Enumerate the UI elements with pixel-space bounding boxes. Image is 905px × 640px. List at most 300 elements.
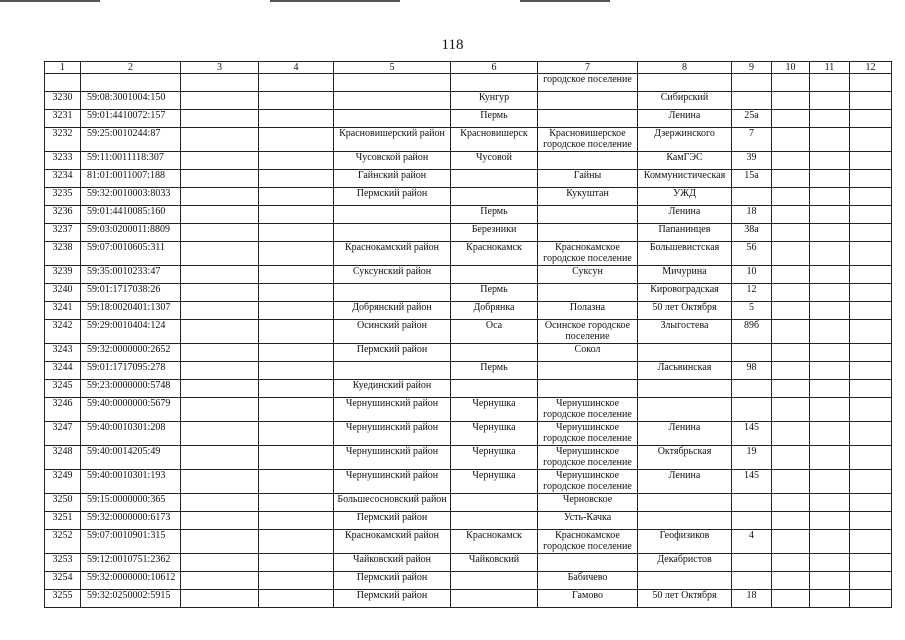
table-row <box>45 362 892 380</box>
col-3-cell <box>181 512 259 530</box>
city-cell <box>451 266 538 284</box>
column-header-6: 6 <box>451 62 538 74</box>
city-cell: Пермь <box>451 110 538 128</box>
district-cell: Пермский район <box>334 572 451 590</box>
row-number-cell: 3248 <box>45 446 81 470</box>
street-cell: Мичурина <box>638 266 732 284</box>
city-cell: Чернушка <box>451 398 538 422</box>
row-number-cell: 3232 <box>45 128 81 152</box>
col-4-cell <box>259 398 334 422</box>
col-11-cell <box>810 170 850 188</box>
col-11-cell <box>810 530 850 554</box>
row-number-cell: 3249 <box>45 470 81 494</box>
col-3-cell <box>181 128 259 152</box>
cadastral-number-cell: 59:32:0250002:5915 <box>81 590 181 608</box>
col-11-cell <box>810 344 850 362</box>
col-3-cell <box>181 446 259 470</box>
street-cell <box>638 494 732 512</box>
cadastral-number-cell: 59:40:0000000:5679 <box>81 398 181 422</box>
table-row <box>45 224 892 242</box>
page-number: 118 <box>441 37 464 53</box>
city-cell <box>451 74 538 92</box>
district-cell <box>334 206 451 224</box>
row-number-cell: 3236 <box>45 206 81 224</box>
table-row <box>45 188 892 206</box>
col-3-cell <box>181 554 259 572</box>
col-11-cell <box>810 362 850 380</box>
col-10-cell <box>772 470 810 494</box>
col-10-cell <box>772 572 810 590</box>
city-cell: Чайковский <box>451 554 538 572</box>
district-cell <box>334 224 451 242</box>
street-cell: Декабристов <box>638 554 732 572</box>
row-number-cell: 3253 <box>45 554 81 572</box>
col-4-cell <box>259 422 334 446</box>
row-number-cell: 3244 <box>45 362 81 380</box>
city-cell: Пермь <box>451 284 538 302</box>
col-12-cell <box>850 302 892 320</box>
col-4-cell <box>259 170 334 188</box>
house-cell: 56 <box>732 242 772 266</box>
city-cell <box>451 494 538 512</box>
col-10-cell <box>772 152 810 170</box>
house-cell: 12 <box>732 284 772 302</box>
city-cell: Оса <box>451 320 538 344</box>
col-12-cell <box>850 128 892 152</box>
col-4-cell <box>259 470 334 494</box>
col-10-cell <box>772 422 810 446</box>
table-row <box>45 398 892 422</box>
district-cell <box>334 362 451 380</box>
house-cell: 7 <box>732 128 772 152</box>
table-body <box>45 74 892 608</box>
district-cell: Красновишерский район <box>334 128 451 152</box>
col-10-cell <box>772 494 810 512</box>
city-cell: Чусовой <box>451 152 538 170</box>
street-cell: Ленина <box>638 110 732 128</box>
table-row <box>45 344 892 362</box>
district-cell: Осинский район <box>334 320 451 344</box>
street-cell: Ласьвинская <box>638 362 732 380</box>
column-header-11: 11 <box>810 62 850 74</box>
cadastral-number-cell: 59:01:1717038:26 <box>81 284 181 302</box>
street-cell <box>638 344 732 362</box>
row-number-cell: 3235 <box>45 188 81 206</box>
house-cell <box>732 512 772 530</box>
district-cell <box>334 92 451 110</box>
cadastral-number-cell: 59:32:0000000:2652 <box>81 344 181 362</box>
col-4-cell <box>259 110 334 128</box>
city-cell <box>451 572 538 590</box>
cadastral-number-cell: 59:25:0010244:87 <box>81 128 181 152</box>
settlement-cell: Чернушинское городское поселение <box>538 422 638 446</box>
district-cell <box>334 110 451 128</box>
table-row <box>45 422 892 446</box>
row-number-cell: 3241 <box>45 302 81 320</box>
cadastral-number-cell: 81:01:0011007:188 <box>81 170 181 188</box>
district-cell: Пермский район <box>334 512 451 530</box>
row-number-cell: 3238 <box>45 242 81 266</box>
settlement-cell: Чернушинское городское поселение <box>538 470 638 494</box>
col-12-cell <box>850 170 892 188</box>
col-11-cell <box>810 110 850 128</box>
district-cell <box>334 74 451 92</box>
settlement-cell: Краснокамское городское поселение <box>538 242 638 266</box>
settlement-cell: Усть-Качка <box>538 512 638 530</box>
row-number-cell: 3230 <box>45 92 81 110</box>
settlement-cell: городское поселение <box>538 74 638 92</box>
house-cell <box>732 74 772 92</box>
col-3-cell <box>181 422 259 446</box>
cadastral-number-cell: 59:01:4410072:157 <box>81 110 181 128</box>
col-3-cell <box>181 380 259 398</box>
settlement-cell: Суксун <box>538 266 638 284</box>
settlement-cell <box>538 152 638 170</box>
col-4-cell <box>259 128 334 152</box>
street-cell: Злыгостева <box>638 320 732 344</box>
cadastral-number-cell: 59:03:0200011:8809 <box>81 224 181 242</box>
cadastral-number-cell: 59:15:0000000:365 <box>81 494 181 512</box>
col-12-cell <box>850 590 892 608</box>
col-4-cell <box>259 572 334 590</box>
col-11-cell <box>810 284 850 302</box>
house-cell: 39 <box>732 152 772 170</box>
table-row <box>45 470 892 494</box>
col-12-cell <box>850 110 892 128</box>
col-10-cell <box>772 446 810 470</box>
house-cell <box>732 494 772 512</box>
col-3-cell <box>181 188 259 206</box>
col-10-cell <box>772 128 810 152</box>
house-cell: 5 <box>732 302 772 320</box>
city-cell: Краснокамск <box>451 242 538 266</box>
house-cell <box>732 380 772 398</box>
col-12-cell <box>850 242 892 266</box>
row-number-cell: 3250 <box>45 494 81 512</box>
col-3-cell <box>181 344 259 362</box>
col-3-cell <box>181 224 259 242</box>
col-3-cell <box>181 92 259 110</box>
col-12-cell <box>850 284 892 302</box>
city-cell <box>451 344 538 362</box>
district-cell: Чусовской район <box>334 152 451 170</box>
col-10-cell <box>772 74 810 92</box>
col-10-cell <box>772 398 810 422</box>
col-4-cell <box>259 554 334 572</box>
column-header-8: 8 <box>638 62 732 74</box>
col-12-cell <box>850 266 892 284</box>
street-cell: УЖД <box>638 188 732 206</box>
row-number-cell: 3251 <box>45 512 81 530</box>
col-4-cell <box>259 266 334 284</box>
street-cell: 50 лет Октября <box>638 590 732 608</box>
street-cell: Кировоградская <box>638 284 732 302</box>
district-cell: Краснокамский район <box>334 242 451 266</box>
row-number-cell: 3246 <box>45 398 81 422</box>
district-cell <box>334 284 451 302</box>
settlement-cell: Осинское городское поселение <box>538 320 638 344</box>
col-10-cell <box>772 224 810 242</box>
street-cell: Папанинцев <box>638 224 732 242</box>
cadastral-number-cell: 59:08:3001004:150 <box>81 92 181 110</box>
table-row <box>45 92 892 110</box>
city-cell <box>451 170 538 188</box>
row-number-cell: 3255 <box>45 590 81 608</box>
col-12-cell <box>850 380 892 398</box>
table-row <box>45 242 892 266</box>
col-4-cell <box>259 152 334 170</box>
table-row <box>45 512 892 530</box>
house-cell: 18 <box>732 590 772 608</box>
col-3-cell <box>181 470 259 494</box>
cadastral-number-cell: 59:35:0010233:47 <box>81 266 181 284</box>
col-10-cell <box>772 302 810 320</box>
col-4-cell <box>259 206 334 224</box>
district-cell: Суксунский район <box>334 266 451 284</box>
street-cell: Ленина <box>638 206 732 224</box>
col-4-cell <box>259 494 334 512</box>
city-cell: Краснокамск <box>451 530 538 554</box>
street-cell: Ленина <box>638 470 732 494</box>
house-cell <box>732 344 772 362</box>
row-number-cell: 3254 <box>45 572 81 590</box>
col-11-cell <box>810 152 850 170</box>
street-cell <box>638 512 732 530</box>
col-12-cell <box>850 344 892 362</box>
col-4-cell <box>259 512 334 530</box>
table-row <box>45 590 892 608</box>
street-cell <box>638 74 732 92</box>
row-number-cell: 3239 <box>45 266 81 284</box>
col-11-cell <box>810 206 850 224</box>
col-11-cell <box>810 266 850 284</box>
col-3-cell <box>181 530 259 554</box>
row-number-cell: 3233 <box>45 152 81 170</box>
settlement-cell: Чернушинское городское поселение <box>538 398 638 422</box>
street-cell: Сибирский <box>638 92 732 110</box>
table-row <box>45 284 892 302</box>
col-10-cell <box>772 242 810 266</box>
settlement-cell: Сокол <box>538 344 638 362</box>
cadastral-number-cell: 59:18:0020401:1307 <box>81 302 181 320</box>
district-cell: Большесосновский район <box>334 494 451 512</box>
row-number-cell: 3237 <box>45 224 81 242</box>
street-cell <box>638 572 732 590</box>
table-row <box>45 572 892 590</box>
table-row <box>45 530 892 554</box>
settlement-cell: Чернушинское городское поселение <box>538 446 638 470</box>
col-12-cell <box>850 572 892 590</box>
settlement-cell: Красновишерское городское поселение <box>538 128 638 152</box>
column-header-5: 5 <box>334 62 451 74</box>
col-4-cell <box>259 530 334 554</box>
column-header-3: 3 <box>181 62 259 74</box>
col-10-cell <box>772 590 810 608</box>
cadastral-number-cell: 59:07:0010605:311 <box>81 242 181 266</box>
street-cell: Коммунистическая <box>638 170 732 188</box>
table-row <box>45 266 892 284</box>
house-cell: 145 <box>732 470 772 494</box>
settlement-cell: Краснокамское городское поселение <box>538 530 638 554</box>
district-cell: Пермский район <box>334 188 451 206</box>
district-cell: Краснокамский район <box>334 530 451 554</box>
cadastral-number-cell: 59:29:0010404:124 <box>81 320 181 344</box>
col-10-cell <box>772 266 810 284</box>
row-number-cell: 3252 <box>45 530 81 554</box>
col-11-cell <box>810 572 850 590</box>
col-10-cell <box>772 344 810 362</box>
row-number-cell: 3247 <box>45 422 81 446</box>
city-cell: Чернушка <box>451 422 538 446</box>
col-3-cell <box>181 170 259 188</box>
col-11-cell <box>810 554 850 572</box>
col-4-cell <box>259 284 334 302</box>
house-cell: 89б <box>732 320 772 344</box>
col-4-cell <box>259 302 334 320</box>
district-cell: Гайнский район <box>334 170 451 188</box>
col-10-cell <box>772 110 810 128</box>
street-cell <box>638 398 732 422</box>
house-cell: 15а <box>732 170 772 188</box>
col-12-cell <box>850 446 892 470</box>
house-cell: 4 <box>732 530 772 554</box>
column-header-2: 2 <box>81 62 181 74</box>
col-12-cell <box>850 74 892 92</box>
city-cell: Чернушка <box>451 446 538 470</box>
house-cell: 145 <box>732 422 772 446</box>
district-cell: Чернушинский район <box>334 470 451 494</box>
col-11-cell <box>810 320 850 344</box>
settlement-cell <box>538 284 638 302</box>
table-row <box>45 380 892 398</box>
row-number-cell <box>45 74 81 92</box>
col-12-cell <box>850 422 892 446</box>
col-4-cell <box>259 224 334 242</box>
district-cell: Пермский район <box>334 590 451 608</box>
house-cell <box>732 92 772 110</box>
col-11-cell <box>810 380 850 398</box>
col-3-cell <box>181 284 259 302</box>
street-cell: Дзержинского <box>638 128 732 152</box>
house-cell: 98 <box>732 362 772 380</box>
street-cell: КамГЭС <box>638 152 732 170</box>
col-3-cell <box>181 110 259 128</box>
settlement-cell <box>538 206 638 224</box>
top-rule-right <box>520 0 610 2</box>
col-11-cell <box>810 242 850 266</box>
col-12-cell <box>850 512 892 530</box>
cadastral-number-cell: 59:32:0000000:10612 <box>81 572 181 590</box>
house-cell: 19 <box>732 446 772 470</box>
house-cell <box>732 188 772 206</box>
city-cell <box>451 590 538 608</box>
table-row <box>45 74 892 92</box>
street-cell: Ленина <box>638 422 732 446</box>
cadastral-number-cell: 59:23:0000000:5748 <box>81 380 181 398</box>
city-cell: Пермь <box>451 206 538 224</box>
city-cell <box>451 188 538 206</box>
col-3-cell <box>181 266 259 284</box>
row-number-cell: 3245 <box>45 380 81 398</box>
col-10-cell <box>772 320 810 344</box>
col-11-cell <box>810 128 850 152</box>
col-11-cell <box>810 446 850 470</box>
top-rule-left <box>0 0 100 2</box>
district-cell: Пермский район <box>334 344 451 362</box>
street-cell <box>638 380 732 398</box>
col-4-cell <box>259 380 334 398</box>
row-number-cell: 3242 <box>45 320 81 344</box>
col-4-cell <box>259 92 334 110</box>
house-cell: 18 <box>732 206 772 224</box>
street-cell: Большевистская <box>638 242 732 266</box>
column-header-4: 4 <box>259 62 334 74</box>
house-cell: 38а <box>732 224 772 242</box>
district-cell: Чернушинский район <box>334 446 451 470</box>
col-10-cell <box>772 362 810 380</box>
column-header-9: 9 <box>732 62 772 74</box>
settlement-cell: Гамово <box>538 590 638 608</box>
cadastral-number-cell: 59:32:0000000:6173 <box>81 512 181 530</box>
settlement-cell: Полазна <box>538 302 638 320</box>
col-3-cell <box>181 152 259 170</box>
district-cell: Добрянский район <box>334 302 451 320</box>
col-10-cell <box>772 512 810 530</box>
cadastral-number-cell: 59:40:0010301:208 <box>81 422 181 446</box>
col-3-cell <box>181 302 259 320</box>
settlement-cell <box>538 362 638 380</box>
col-4-cell <box>259 446 334 470</box>
settlement-cell <box>538 554 638 572</box>
settlement-cell <box>538 92 638 110</box>
settlement-cell <box>538 224 638 242</box>
col-12-cell <box>850 224 892 242</box>
col-12-cell <box>850 92 892 110</box>
district-cell: Куединский район <box>334 380 451 398</box>
table-row <box>45 128 892 152</box>
col-10-cell <box>772 554 810 572</box>
city-cell <box>451 512 538 530</box>
table-row <box>45 494 892 512</box>
col-10-cell <box>772 380 810 398</box>
cadastral-number-cell <box>81 74 181 92</box>
header-row <box>45 62 892 74</box>
column-header-1: 1 <box>45 62 81 74</box>
district-cell: Чайковский район <box>334 554 451 572</box>
col-12-cell <box>850 362 892 380</box>
cadastral-number-cell: 59:11:0011118:307 <box>81 152 181 170</box>
row-number-cell: 3234 <box>45 170 81 188</box>
col-3-cell <box>181 320 259 344</box>
col-11-cell <box>810 74 850 92</box>
col-10-cell <box>772 284 810 302</box>
col-11-cell <box>810 590 850 608</box>
col-3-cell <box>181 572 259 590</box>
cadastral-number-cell: 59:01:1717095:278 <box>81 362 181 380</box>
col-4-cell <box>259 362 334 380</box>
registry-table <box>44 61 892 608</box>
col-12-cell <box>850 206 892 224</box>
col-4-cell <box>259 320 334 344</box>
col-12-cell <box>850 188 892 206</box>
cadastral-number-cell: 59:32:0010003:8033 <box>81 188 181 206</box>
col-4-cell <box>259 242 334 266</box>
street-cell: Геофизиков <box>638 530 732 554</box>
col-3-cell <box>181 494 259 512</box>
top-rule-mid <box>270 0 400 2</box>
cadastral-number-cell: 59:40:0010301:193 <box>81 470 181 494</box>
col-11-cell <box>810 398 850 422</box>
